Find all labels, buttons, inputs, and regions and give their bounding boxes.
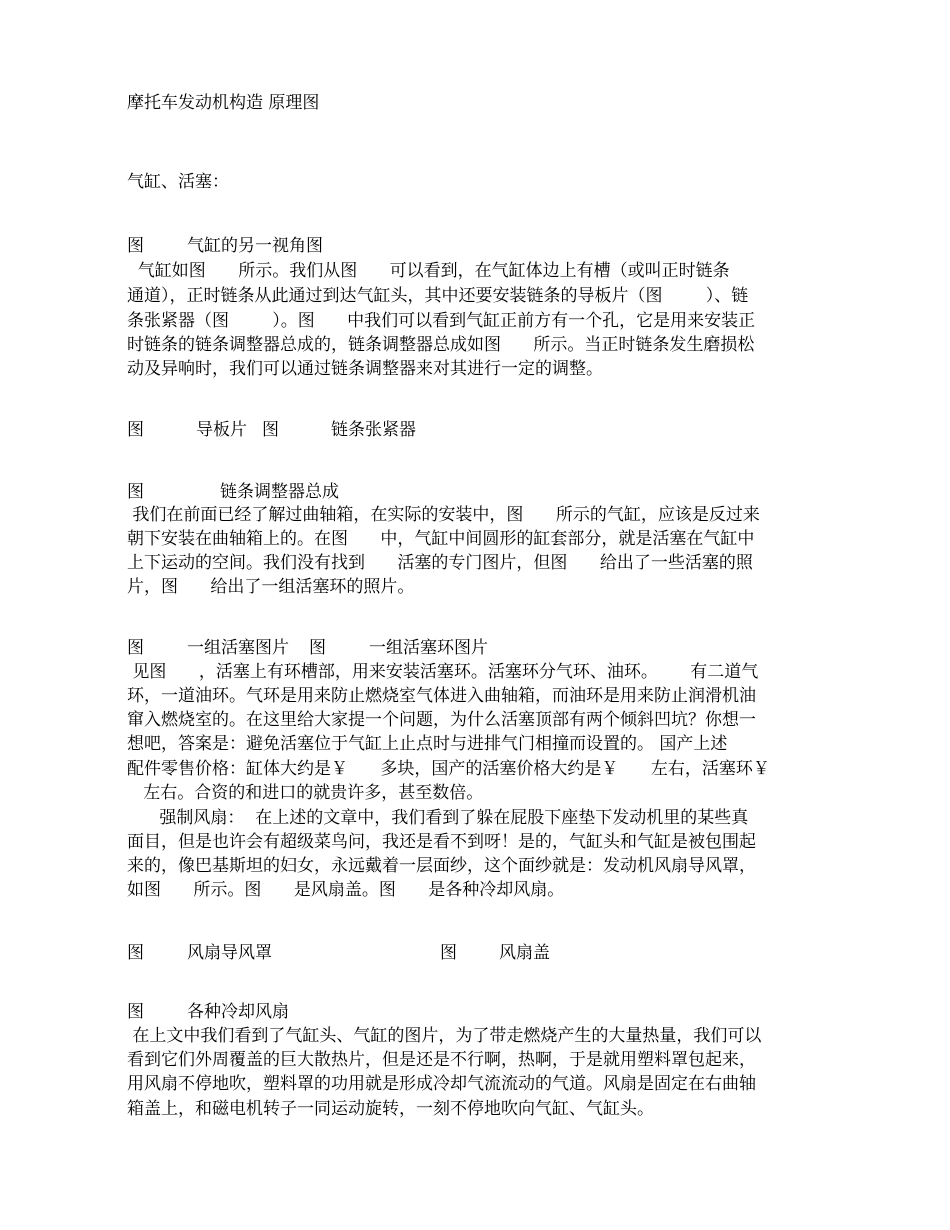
paragraph-line: 左右。合资的和进口的就贵许多，甚至数倍。 xyxy=(127,783,484,803)
paragraph-line: 来的，像巴基斯坦的妇女，永远戴着一层面纱，这个面纱就是：发动机风扇导风罩， xyxy=(127,856,756,876)
paragraph-line: 见图 ，活塞上有环槽部，用来安装活塞环。活塞环分气环、油环。 有二道气 xyxy=(127,662,759,682)
paragraph-line: 通道），正时链条从此通过到达气缸头，其中还要安装链条的导板片（图 ）、链 xyxy=(127,286,749,306)
figure-caption-piston-rings: 一组活塞环图片 xyxy=(369,638,488,658)
paragraph-line: 窜入燃烧室的。在这里给大家提一个问题，为什么活塞顶部有两个倾斜凹坑？你想一 xyxy=(127,710,756,730)
paragraph-line: 想吧，答案是：避免活塞位于气缸上止点时与进排气门相撞而设置的。 国产上述 xyxy=(127,734,728,754)
paragraph-line: 朝下安装在曲轴箱上的。在图 中，气缸中间圆形的缸套部分，就是活塞在气缸中 xyxy=(127,529,755,549)
figure-label: 图 xyxy=(127,236,144,256)
document-title: 摩托车发动机构造 原理图 xyxy=(127,93,320,113)
paragraph-line: 我们在前面已经了解过曲轴箱，在实际的安装中，图 所示的气缸，应该是反过来 xyxy=(127,505,760,525)
paragraph-line: 箱盖上，和磁电机转子一同运动旋转，一刻不停地吹向气缸、气缸头。 xyxy=(127,1099,654,1119)
paragraph-line: 用风扇不停地吹，塑料罩的功用就是形成冷却气流流动的气道。风扇是固定在右曲轴 xyxy=(127,1074,756,1094)
paragraph-line: 面目，但是也许会有超级菜鸟问，我还是看不到呀！是的，气缸头和气缸是被包围起 xyxy=(127,832,756,852)
figure-label: 图 xyxy=(127,943,144,963)
paragraph-line: 上下运动的空间。我们没有找到 活塞的专门图片，但图 给出了一些活塞的照 xyxy=(127,553,753,573)
figure-label: 图 xyxy=(127,420,144,440)
paragraph-line: 片，图 给出了一组活塞环的照片。 xyxy=(127,577,415,597)
figure-caption-chain-adjuster: 链条调整器总成 xyxy=(220,482,339,502)
figure-caption-pistons: 一组活塞图片 xyxy=(187,638,289,658)
figure-label: 图 xyxy=(127,1002,144,1022)
figure-label: 图 xyxy=(127,638,144,658)
figure-caption-cylinder-view: 气缸的另一视角图 xyxy=(187,236,323,256)
paragraph-line: 气缸如图 所示。我们从图 可以看到，在气缸体边上有槽（或叫正时链条 xyxy=(127,261,730,281)
paragraph-line: 如图 所示。图 是风扇盖。图 是各种冷却风扇。 xyxy=(127,880,565,900)
figure-label: 图 xyxy=(262,420,279,440)
paragraph-line: 配件零售价格：缸体大约是￥ 多块，国产的活塞价格大约是￥ 左右，活塞环￥ xyxy=(127,759,770,779)
figure-label: 图 xyxy=(309,638,326,658)
section-heading-cylinder-piston: 气缸、活塞： xyxy=(127,172,229,192)
figure-caption-guide-plate: 导板片 xyxy=(196,420,247,440)
figure-caption-chain-tensioner: 链条张紧器 xyxy=(331,420,416,440)
figure-caption-cooling-fans: 各种冷却风扇 xyxy=(187,1002,289,1022)
figure-label: 图 xyxy=(127,482,144,502)
paragraph-line: 动及异响时，我们可以通过链条调整器来对其进行一定的调整。 xyxy=(127,359,603,379)
paragraph-line: 条张紧器（图 ）。图 中我们可以看到气缸正前方有一个孔，它是用来安装正 xyxy=(127,311,756,331)
paragraph-line: 强制风扇： 在上述的文章中，我们看到了躲在屁股下座垫下发动机里的某些真 xyxy=(127,808,749,828)
paragraph-line: 在上文中我们看到了气缸头、气缸的图片，为了带走燃烧产生的大量热量，我们可以 xyxy=(127,1026,762,1046)
paragraph-line: 环，一道油环。气环是用来防止燃烧室气体进入曲轴箱，而油环是用来防止润滑机油 xyxy=(127,686,756,706)
figure-caption-fan-shroud: 风扇导风罩 xyxy=(187,943,272,963)
paragraph-line: 看到它们外周覆盖的巨大散热片，但是还是不行啊，热啊，于是就用塑料罩包起来， xyxy=(127,1050,756,1070)
figure-caption-fan-cover: 风扇盖 xyxy=(499,943,550,963)
paragraph-line: 时链条的链条调整器总成的，链条调整器总成如图 所示。当正时链条发生磨损松 xyxy=(127,335,755,355)
figure-label: 图 xyxy=(440,943,457,963)
